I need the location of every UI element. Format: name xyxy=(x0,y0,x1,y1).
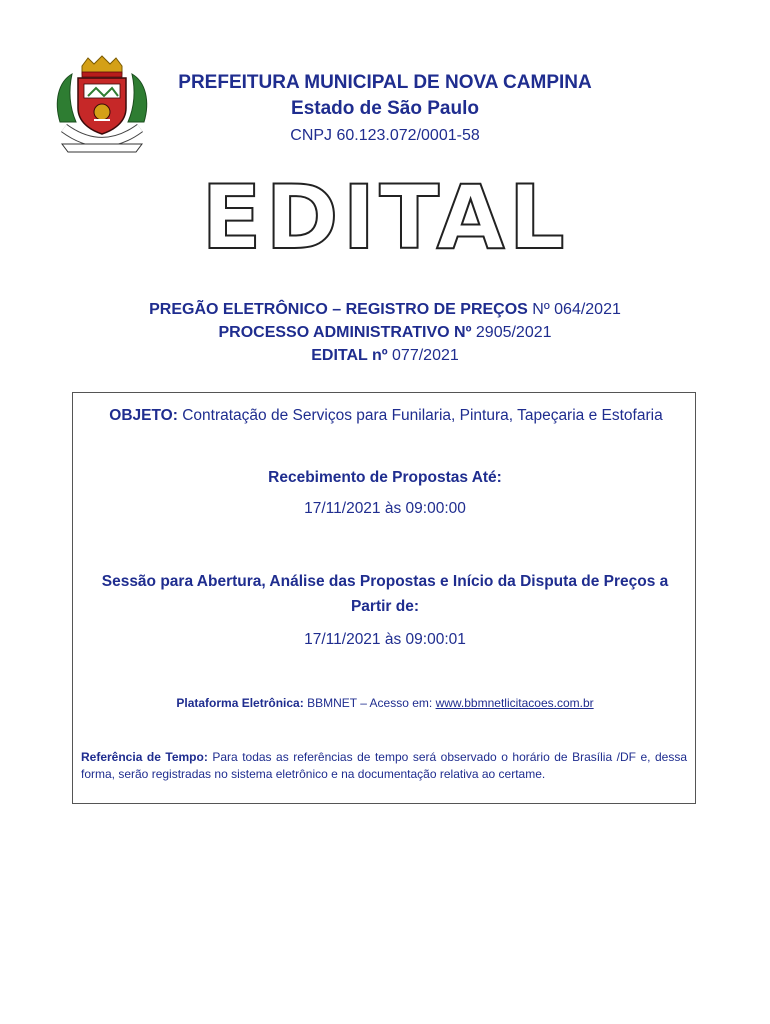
objeto-paragraph xyxy=(93,403,679,428)
edital-label: EDITAL nº xyxy=(311,347,388,364)
sessao-date: 17/11/2021 às 09:00:01 xyxy=(304,631,466,648)
objeto-label: OBJETO: xyxy=(109,407,178,424)
plataforma-text: BBMNET – Acesso em: xyxy=(307,696,433,710)
referencia-text: Para todas as referências de tempo será observado o horário de Brasília /DF e, dessa forma, serão registradas no sistema eletrônico e na documentação relativa ao certame. xyxy=(81,750,687,781)
processo-line xyxy=(60,321,710,344)
cnpj-number: CNPJ 60.123.072/0001-58 xyxy=(290,127,480,144)
edital-number: 077/2021 xyxy=(392,347,459,364)
plataforma-line xyxy=(73,696,697,710)
state-subtitle: Estado de São Paulo xyxy=(291,98,479,119)
referencia-label: Referência de Tempo: xyxy=(81,750,208,764)
edital-line xyxy=(60,344,710,367)
municipality-title: PREFEITURA MUNICIPAL DE NOVA CAMPINA xyxy=(178,72,592,93)
processo-label: PROCESSO ADMINISTRATIVO Nº xyxy=(218,324,472,341)
document-type-title: EDITAL xyxy=(201,166,569,269)
process-info xyxy=(60,298,710,367)
sessao-title: Sessão para Abertura, Análise das Propostas e Início da Disputa de Preços a Partir de: xyxy=(101,573,669,615)
plataforma-link[interactable]: www.bbmnetlicitacoes.com.br xyxy=(435,696,594,710)
objeto-text: Contratação de Serviços para Funilaria, Pintura, Tapeçaria e Estofaria xyxy=(182,407,663,424)
coat-of-arms-logo xyxy=(50,52,154,156)
header xyxy=(160,70,610,148)
referencia-paragraph xyxy=(81,749,687,783)
pregao-number: Nº 064/2021 xyxy=(532,301,621,318)
pregao-line xyxy=(60,298,710,321)
recebimento-title: Recebimento de Propostas Até: xyxy=(268,469,502,486)
edital-summary-box xyxy=(72,392,696,804)
processo-number: 2905/2021 xyxy=(475,324,552,341)
plataforma-label: Plataforma Eletrônica: xyxy=(176,696,304,710)
pregao-label: PREGÃO ELETRÔNICO – REGISTRO DE PREÇOS xyxy=(149,301,528,318)
recebimento-date: 17/11/2021 às 09:00:00 xyxy=(304,500,466,517)
